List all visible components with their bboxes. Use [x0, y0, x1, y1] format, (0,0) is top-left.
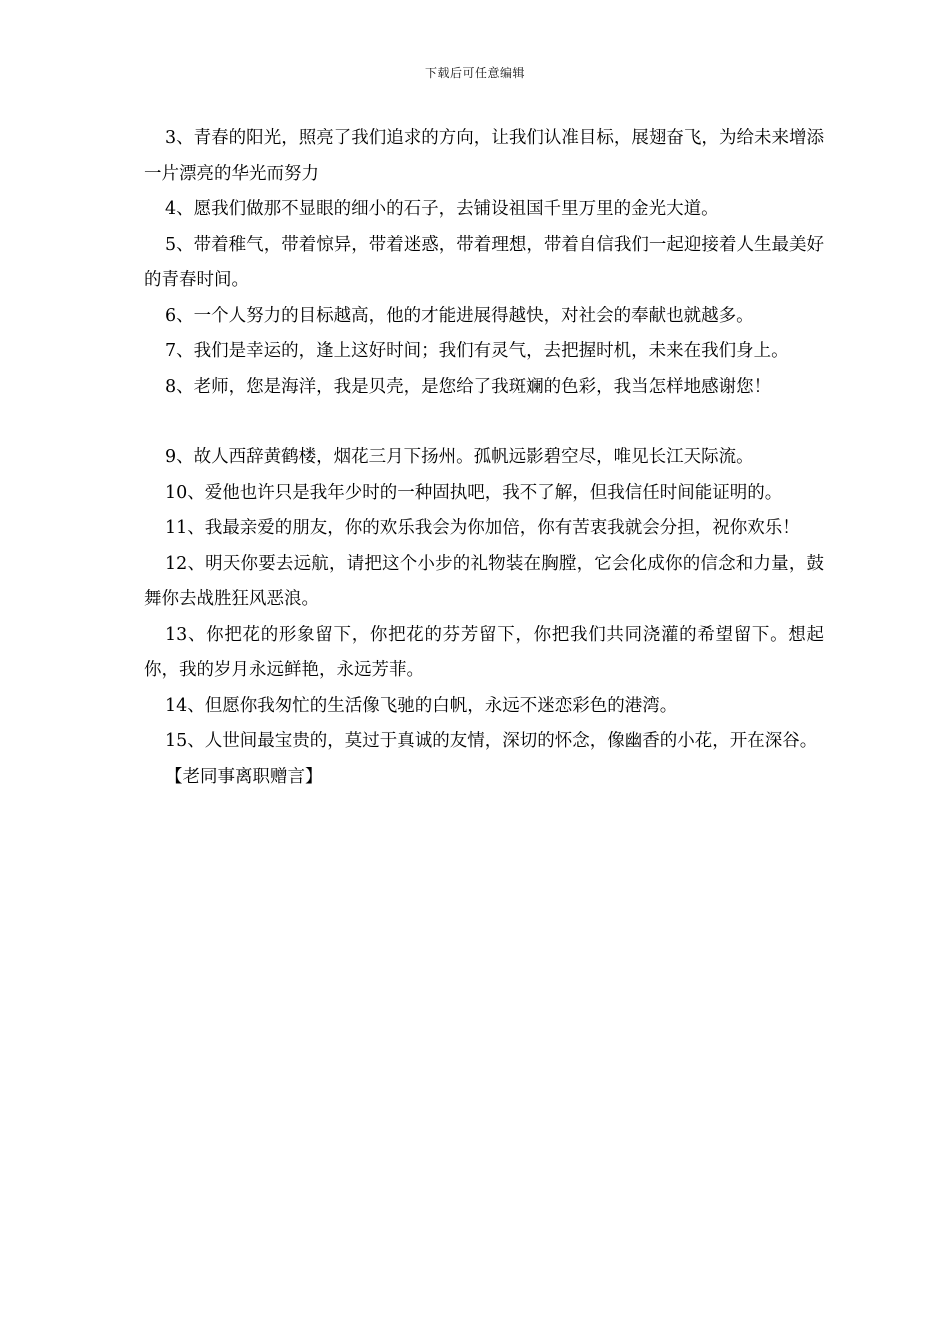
- paragraph-8: 8、老师，您是海洋，我是贝壳，是您给了我斑斓的色彩，我当怎样地感谢您！: [165, 376, 772, 397]
- paragraph-gap: [144, 405, 824, 440]
- paragraph-4: 4、愿我们做那不显眼的细小的石子，去铺设祖国千里万里的金光大道。: [165, 199, 719, 219]
- paragraph-15: 15、人世间最宝贵的，莫过于真诚的友情，深切的怀念，像幽香的小花，开在深谷。: [165, 731, 818, 751]
- paragraph-9: 9、故人西辞黄鹤楼，烟花三月下扬州。孤帆远影碧空尽，唯见长江天际流。: [165, 447, 754, 467]
- paragraph-14: 14、但愿你我匆忙的生活像飞驰的白帆，永远不迷恋彩色的港湾。: [165, 695, 678, 716]
- page-header: 下载后可任意编辑: [424, 66, 525, 80]
- paragraph-6: 6、一个人努力的目标越高，他的才能进展得越快，对社会的奉献也就越多。: [165, 305, 754, 326]
- paragraph-11: 11、我最亲爱的朋友，你的欢乐我会为你加倍，你有苦衷我就会分担，祝你欢乐！: [165, 518, 800, 538]
- paragraph-5: 5、带着稚气，带着惊异，带着迷惑，带着理想，带着自信我们一起迎接着人生最美好的青春时间。: [144, 234, 824, 290]
- paragraph-7: 7、我们是幸运的，逢上这好时间；我们有灵气，去把握时机，未来在我们身上。: [165, 341, 789, 361]
- paragraph-13: 13、你把花的形象留下，你把花的芬芳留下，你把我们共同浇灌的希望留下。想起你，我的岁月永远鲜艳，永远芳菲。: [144, 624, 824, 680]
- paragraph-3: 3、青春的阳光，照亮了我们追求的方向，让我们认准目标，展翅奋飞，为给未来增添一片漂亮的华光而努力: [144, 128, 824, 184]
- section-title: 【老同事离职赠言】: [165, 766, 323, 787]
- paragraph-12: 12、明天你要去远航，请把这个小步的礼物装在胸膛，它会化成你的信念和力量，鼓舞你去战胜狂风恶浪。: [144, 553, 824, 609]
- paragraph-10: 10、爱他也许只是我年少时的一种固执吧，我不了解，但我信任时间能证明的。: [165, 482, 783, 503]
- document-body: [144, 121, 824, 795]
